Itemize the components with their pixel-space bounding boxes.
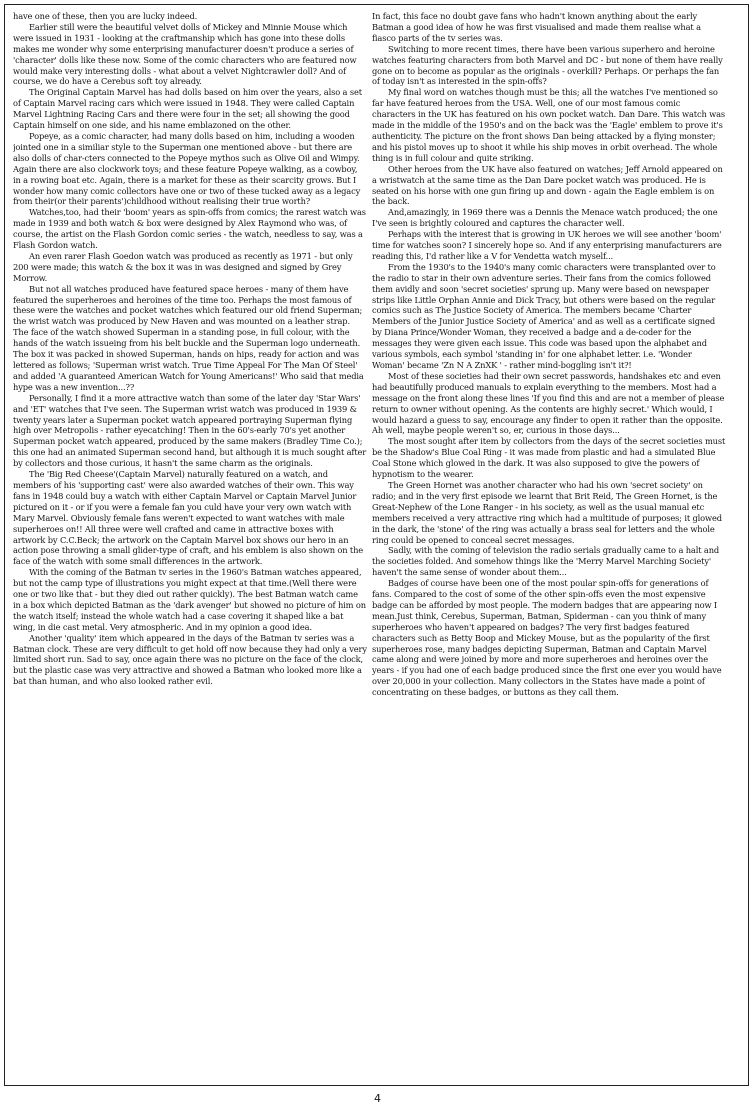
left-column xyxy=(13,11,367,1081)
paragraph: The Green Hornet was another character who had his own 'secret society' on radio; and in the very first episode we learnt that Brit Reid, The Green Hornet, is the Great-Nephew of the Lone Ranger - in his society, as well as the usual manual etc members received a very attractive ring which had a multitude of purposes; it glowed in the dark, the 'stone' of the ring was actually a brass seal for letters and the whole ring could be opened to conceal secret messages. xyxy=(372,479,722,545)
paragraph: And,amazingly, in 1969 there was a Dennis the Menace watch produced; the one I've seen is brightly coloured and captures the character well. xyxy=(372,207,718,229)
paragraph: Other heroes from the UK have also featured on watches; Jeff Arnold appeared on a wristwatch at the same time as the Dan Dare pocket watch was produced. He is seated on his horse with one gun firing up and down - again the Eagle emblem is on the back. xyxy=(372,163,723,207)
paragraph: My final word on watches though must be this; all the watches I've mentioned so far have featured heroes from the USA. Well, one of our most famous comic characters in the UK has featured on his own pocket watch. Dan Dare. This watch was made in the middle of the 1950's and on the back was the 'Eagle' emblem to prove it's authenticity. The picture on the front shows Dan being attacked by a flying monster; and his pistol moves up to shoot it while his ship moves in orbit overhead. The whole thing is in full colour and quite striking. xyxy=(372,87,725,163)
paragraph: From the 1930's to the 1940's many comic characters were transplanted over to the radio to star in their own adventure series. Their fans from the comics followed them avidly and soon 'secret societies' sprung up. Many were based on newspaper strips like Little Orphan Annie and Dick Tracy, but others were based on the regular comics such as The Justice Society of America. The members became 'Charter Members of the Junior Justice Society of America' and as well as a certificate signed by Diana Prince/Wonder Woman, they received a badge and a de-coder for the messages they were given each issue. This code was based upon the alphabet and various symbols, each symbol 'standing in' for one alphabet letter. i.e. 'Wonder Woman' became 'Zn N A ZnXK ' - rather mind-boggling isn't it?! xyxy=(372,261,716,370)
paragraph: The Original Captain Marvel has had dolls based on him over the years, also a set of Captain Marvel racing cars which were issued in 1948. They were called Captain Marvel Lightning Racing Cars and there were four in the set; all showing the good Captain himself on one side, and his name emblazoned on the other. xyxy=(13,87,362,131)
paragraph: The most sought after item by collectors from the days of the secret societies must be the Shadow's Blue Coal Ring - it was made from plastic and had a simulated Blue Coal Stone which glowed in the dark. It was also supposed to give the powers of hypnotism to the wearer. xyxy=(372,436,726,480)
paragraph: Another 'quality' item which appeared in the days of the Batman tv series was a Batman clock. These are very difficult to get hold off now because they had only a very limited short run. Sad to say, once again there was no picture on the face of the clock, but the plastic case was very attractive and showed a Batman who looked more like a bat than human, and who also looked rather evil. xyxy=(13,632,367,687)
paragraph: The 'Big Red Cheese'(Captain Marvel) naturally featured on a watch, and members of his 'supporting cast' were also awarded watches of their own. This way fans in 1948 could buy a watch with either Captain Marvel or Captain Marvel Junior pictured on it - or if you were a female fan you culd have your very own watch with Mary Marvel. Obviously female fans weren't expected to want watches with male superheroes on!! All three were well crafted and came in attractive boxes with artwork by C.C.Beck; the artwork on the Captain Marvel box shows our hero in an action pose throwing a small glider-type of craft, and his emblem is also shown on the face of the watch with some small differences in the artwork. xyxy=(13,469,364,567)
paragraph: Personally, I find it a more attractive watch than some of the later day 'Star Wars' and 'ET' watches that I've seen. The Superman wrist watch was produced in 1939 & twenty years later a Superman pocket watch appeared portraying Superman flying high over Metropolis - rather eyecatching! Then in the 60's-early 70's yet another Superman pocket watch appeared, produced by the same makers (Bradley Time Co.); this one had an animated Superman second hand, but although it is much sought after by collectors and those curious, it hasn't the same charm as the originals. xyxy=(13,392,367,469)
paragraph: An even rarer Flash Goedon watch was produced as recently as 1971 - but only 200 were made; this watch & the box it was in was designed and signed by Grey Morrow. xyxy=(13,250,353,283)
paragraph: But not all watches produced have featured space heroes - many of them have featured the superheroes and heroines of the time too. Perhaps the most famous of these were the watches and pocket watches which featured our old friend Superman; the wrist watch was produced by New Haven and was mounted on a leather strap. The face of the watch showed Superman in a standing pose, in full colour, with the hands of the watch issueing from his belt buckle and the Superman logo underneath. The box it was packed in showed Superman, hands on hips, ready for action and was lettered as follows; 'Superman wrist watch. True Time Appeal For The Man Of Steel' and added 'A guaranteed American Watch for Young Americans!' Who said that media hype was a new invention...?? xyxy=(13,283,364,392)
paragraph: have one of these, then you are lucky indeed. xyxy=(13,11,198,21)
paragraph: Sadly, with the coming of television the radio serials gradually came to a halt and the societies folded. And somehow things like the 'Merry Marvel Marching Society' haven't the same sense of wonder about them... xyxy=(372,545,720,578)
page-border xyxy=(4,4,749,1086)
paragraph: Most of these societies had their own secret passwords, handshakes etc and even had beautifully produced manuals to explain everything to the members. Most had a message on the front along these lines 'If you find this and are not a member of please return to owner without opening. As the contents are highly secret.' Which would, I would hazard a guess to say, encourage any finder to open it rather than the opposite. Ah well, maybe people weren't so, er, curious in those days... xyxy=(372,370,725,436)
paragraph: Perhaps with the interest that is growing in UK heroes we will see another 'boom' time for watches soon? I sincerely hope so. And if any enterprising manufacturers are reading this, I'd rather like a V for Vendetta watch myself... xyxy=(372,229,722,261)
right-column xyxy=(372,11,726,1081)
paragraph: Earlier still were the beautiful velvet dolls of Mickey and Minnie Mouse which were issued in 1931 - looking at the craftmanship which has gone into these dolls makes me wonder why some enterprising manufacturer doesn't produce a series of 'character' dolls like these now. Some of the comic characters who are featured now would make very interesting dolls - what about a velvet Nightcrawler doll? And of course, we do have a Cerebus soft toy already. xyxy=(13,21,357,87)
paragraph: Switching to more recent times, there have been various superhero and heroine watches featuring characters from both Marvel and DC - but none of them have really gone on to become as popular as the originals - overkill? Perhaps. Or perhaps the fan of today isn't as interested in the spin-offs? xyxy=(372,43,723,87)
paragraph: Watches,too, had their 'boom' years as spin-offs from comics; the rarest watch was made in 1939 and both watch & box were designed by Alex Raymond who was, of course, the artist on the Flash Gordon comic series - the watch, needless to say, was a Flash Gordon watch. xyxy=(13,207,366,251)
paragraph: With the coming of the Batman tv series in the 1960's Batman watches appeared, but not the camp type of illustrations you might expect at that time.(Well there were one or two like that - but they died out rather quickly). The best Batman watch came in a box which depicted Batman as the 'dark avenger' but showed no picture of him on the watch itself; instead the whole watch had a case covering it shaped like a bat wing, in die cast metal. Very atmospheric. And in my opinion a good idea. xyxy=(13,567,366,632)
paragraph: Popeye, as a comic character, had many dolls based on him, including a wooden jointed one in a similiar style to the Superman one mentioned above - but there are also dolls of char-cters connected to the Popeye mythos such as Olive Oil and Wimpy. Again there are also clockwork toys; and these feature Popeye walking, as a cowboy, in a rowing boat etc. Again, there is a market for these as their scarcity grows. But I wonder how many comic collectors have one or two of these tucked away as a legacy from their(or their parents')childhood without realising their true worth? xyxy=(13,130,361,207)
page-number: 4 xyxy=(374,1092,381,1105)
paragraph: In fact, this face no doubt gave fans who hadn't known anything about the early Batman a good idea of how he was first visualised and made them realise what a fiasco parts of the tv series was. xyxy=(372,11,701,43)
paragraph: Badges of course have been one of the most poular spin-offs for generations of fans. Compared to the cost of some of the other spin-offs even the most expensive badge can be afforded by most people. The modern badges that are appearing now I mean.Just think, Cerebus, Superman, Batman, Spiderman - can you think of many superheroes who haven't appeared on badges? The very first badges featured characters such as Betty Boop and Mickey Mouse, but as the popularity of the first superheroes rose, many badges depicting Superman, Batman and Captain Marvel came along and were joined by more and more superheroes and heroines over the years - if you had one of each badge produced since the first one ever you would have over 20,000 in your collection. Many collectors in the States have made a point of concentrating on these badges, or buttons as they call them. xyxy=(372,578,722,698)
